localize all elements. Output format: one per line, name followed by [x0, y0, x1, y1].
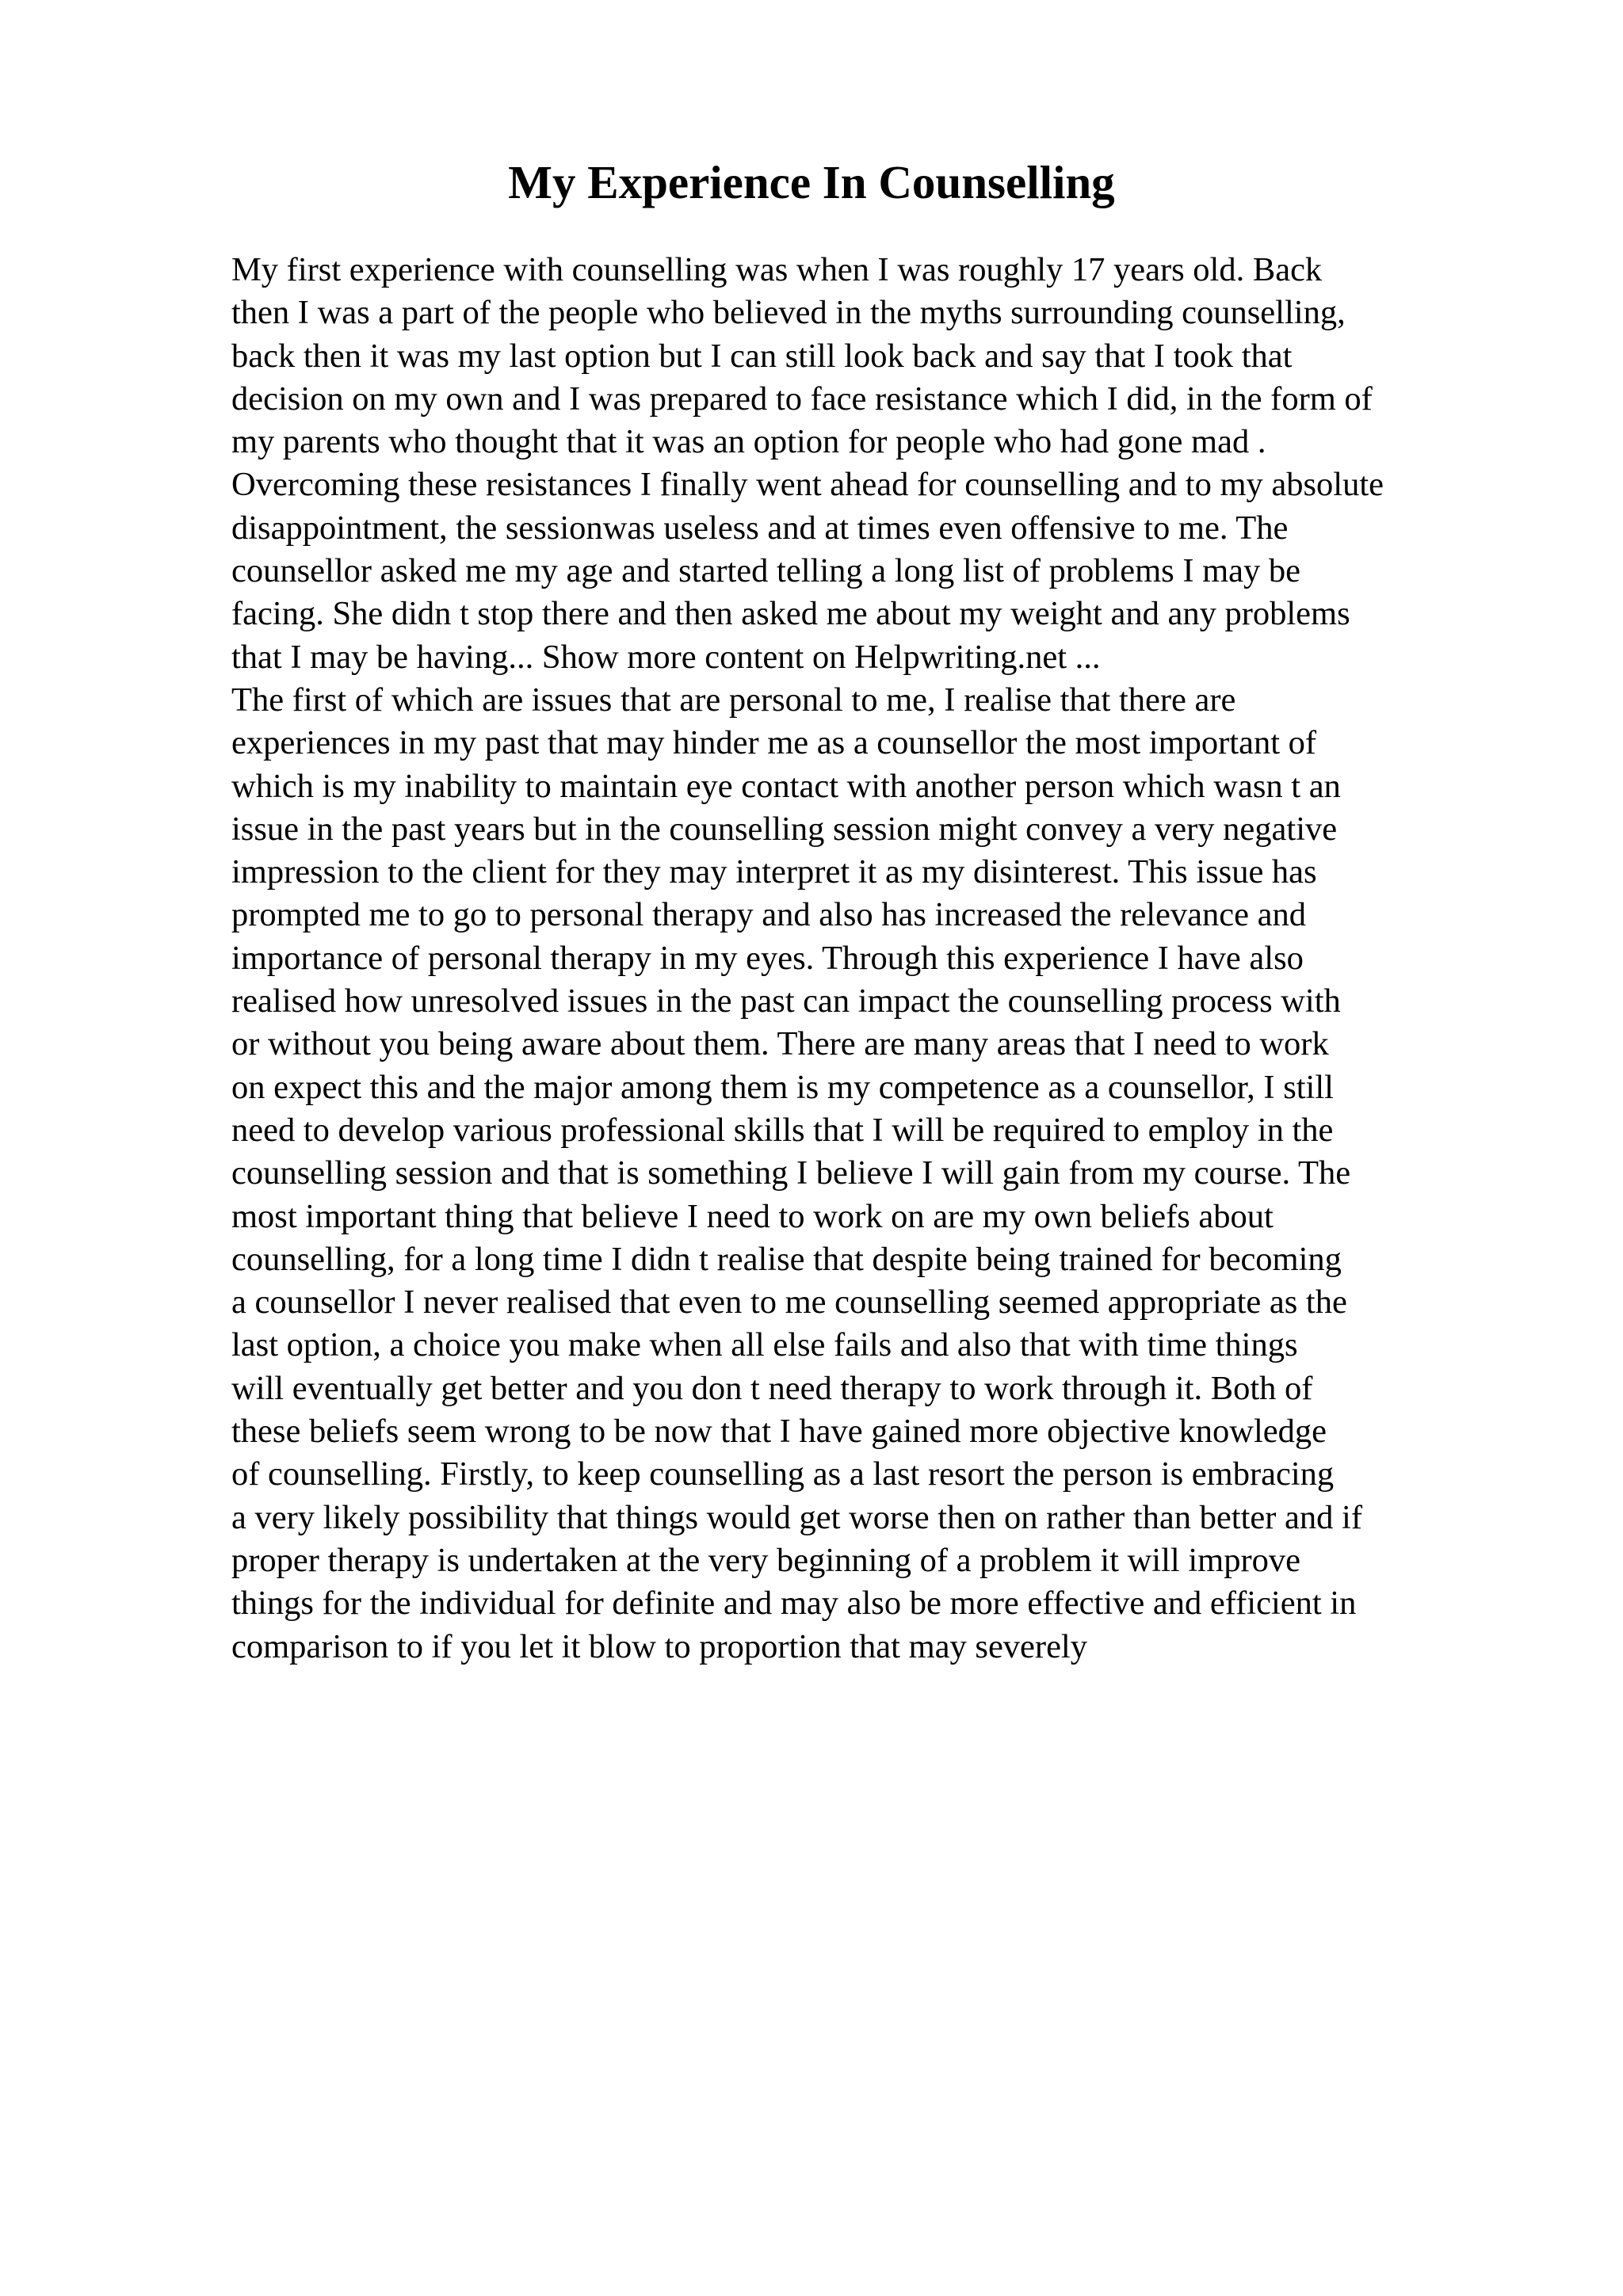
body-line: my parents who thought that it was an option for people who had gone mad .	[231, 423, 1266, 461]
body-line: The first of which are issues that are personal to me, I realise that there are	[231, 681, 1236, 719]
body-line: of counselling. Firstly, to keep counselling as a last resort the person is embracing	[231, 1455, 1335, 1493]
body-line: counselling, for a long time I didn t realise that despite being trained for becoming	[231, 1240, 1342, 1278]
body-line: issue in the past years but in the counselling session might convey a very negative	[231, 810, 1338, 848]
body-line: will eventually get better and you don t need therapy to work through it. Both of	[231, 1369, 1313, 1407]
body-line: importance of personal therapy in my eyes. Through this experience I have also	[231, 939, 1304, 977]
body-line: on expect this and the major among them is my competence as a counsellor, I still	[231, 1068, 1334, 1106]
body-line: last option, a choice you make when all else fails and also that with time things	[231, 1326, 1298, 1364]
body-line: comparison to if you let it blow to proportion that may severely	[231, 1627, 1087, 1665]
body-line: which is my inability to maintain eye contact with another person which wasn t an	[231, 767, 1341, 805]
body-line: facing. She didn t stop there and then asked me about my weight and any problems	[231, 595, 1350, 633]
body-line: that I may be having... Show more content on Helpwriting.net ...	[231, 638, 1101, 676]
body-line: My first experience with counselling was when I was roughly 17 years old. Back	[231, 251, 1323, 288]
body-line: experiences in my past that may hinder me as a counsellor the most important of	[231, 724, 1317, 762]
body-line: Overcoming these resistances I finally went ahead for counselling and to my absolute	[231, 466, 1384, 504]
body-line: prompted me to go to personal therapy and also has increased the relevance and	[231, 896, 1306, 934]
body-line: need to develop various professional skills that I will be required to employ in the	[231, 1111, 1334, 1149]
body-line: counselling session and that is something I believe I will gain from my course. The	[231, 1154, 1351, 1192]
body-line: proper therapy is undertaken at the very beginning of a problem it will improve	[231, 1541, 1300, 1579]
document-body	[231, 249, 1515, 1669]
body-line: things for the individual for definite and may also be more effective and efficient in	[231, 1585, 1357, 1623]
body-line: most important thing that believe I need to work on are my own beliefs about	[231, 1197, 1274, 1235]
body-line: realised how unresolved issues in the past can impact the counselling process with	[231, 982, 1341, 1020]
document-title: My Experience In Counselling	[508, 156, 1115, 208]
body-line: a counsellor I never realised that even to me counselling seemed appropriate as the	[231, 1283, 1347, 1322]
body-line: decision on my own and I was prepared to face resistance which I did, in the form of	[231, 379, 1373, 418]
body-line: these beliefs seem wrong to be now that I have gained more objective knowledge	[231, 1413, 1327, 1451]
body-line: impression to the client for they may interpret it as my disinterest. This issue has	[231, 853, 1317, 891]
body-line: then I was a part of the people who believed in the myths surrounding counselling,	[231, 294, 1346, 332]
body-line: counsellor asked me my age and started telling a long list of problems I may be	[231, 552, 1301, 590]
body-line: back then it was my last option but I can still look back and say that I took that	[231, 337, 1293, 375]
body-line: or without you being aware about them. There are many areas that I need to work	[231, 1025, 1329, 1063]
body-line: a very likely possibility that things would get worse then on rather than better and if	[231, 1498, 1362, 1536]
body-line: disappointment, the sessionwas useless and at times even offensive to me. The	[231, 509, 1289, 547]
